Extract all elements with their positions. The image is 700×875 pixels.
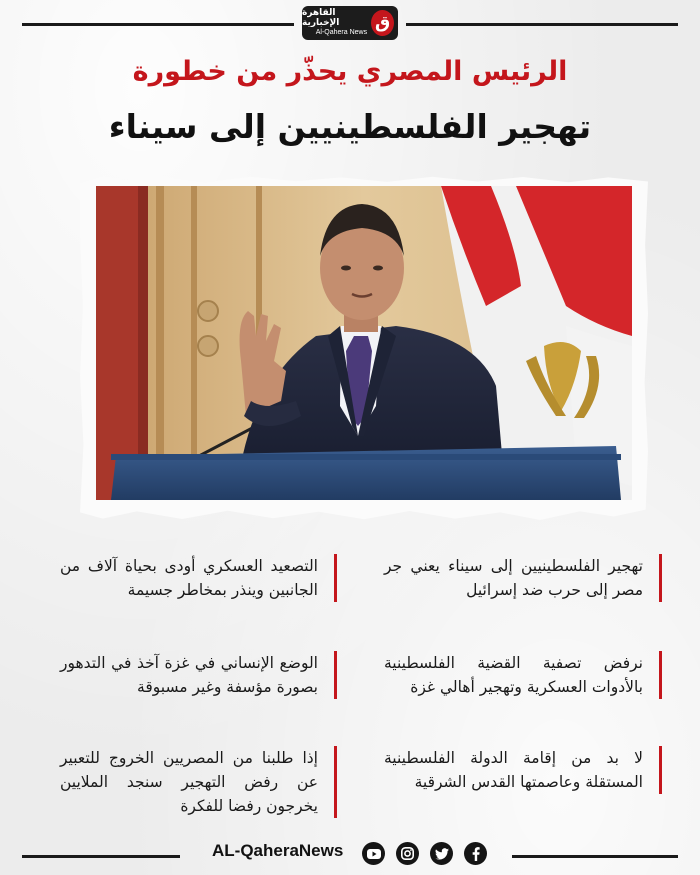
- logo-english-name: Al-Qahera News: [315, 29, 368, 37]
- logo-arabic-name: القاهرة الإخبارية: [302, 8, 340, 29]
- photo-illustration: [96, 186, 632, 500]
- twitter-icon[interactable]: [430, 842, 453, 865]
- point-item: الوضع الإنساني في غزة آخذ في التدهور بصورة مؤسفة وغير مسبوقة: [60, 651, 337, 699]
- channel-logo[interactable]: [302, 6, 398, 40]
- headline-line-1: الرئيس المصري يحذّر من خطورة: [132, 56, 568, 87]
- headline-line-2: تهجير الفلسطينيين إلى سيناء: [108, 107, 592, 146]
- point-item: إذا طلبنا من المصريين الخروج للتعبير عن رفض التهجير سنجد الملايين يخرجون رفضا للفكرة: [60, 746, 337, 818]
- footer-rule-right: [512, 855, 678, 858]
- header-rule-right: [406, 23, 678, 26]
- instagram-icon[interactable]: [396, 842, 419, 865]
- facebook-icon[interactable]: [464, 842, 487, 865]
- footer-rule-left: [22, 855, 180, 858]
- point-item: تهجير الفلسطينيين إلى سيناء يعني جر مصر إلى حرب ضد إسرائيل: [384, 554, 662, 602]
- point-item: لا بد من إقامة الدولة الفلسطينية المستقلة وعاصمتها القدس الشرقية: [384, 746, 662, 794]
- point-item: نرفض تصفية القضية الفلسطينية بالأدوات العسكرية وتهجير أهالي غزة: [384, 651, 662, 699]
- president-photo: [96, 186, 632, 500]
- logo-text: [302, 9, 367, 36]
- youtube-icon[interactable]: [362, 842, 385, 865]
- footer-brand-handle[interactable]: AL-QaheraNews: [212, 841, 344, 860]
- point-item: التصعيد العسكري أودى بحياة آلاف من الجانبين وينذر بمخاطر جسيمة: [60, 554, 337, 602]
- logo-mark-icon: ق: [371, 10, 394, 36]
- header-rule-left: [22, 23, 294, 26]
